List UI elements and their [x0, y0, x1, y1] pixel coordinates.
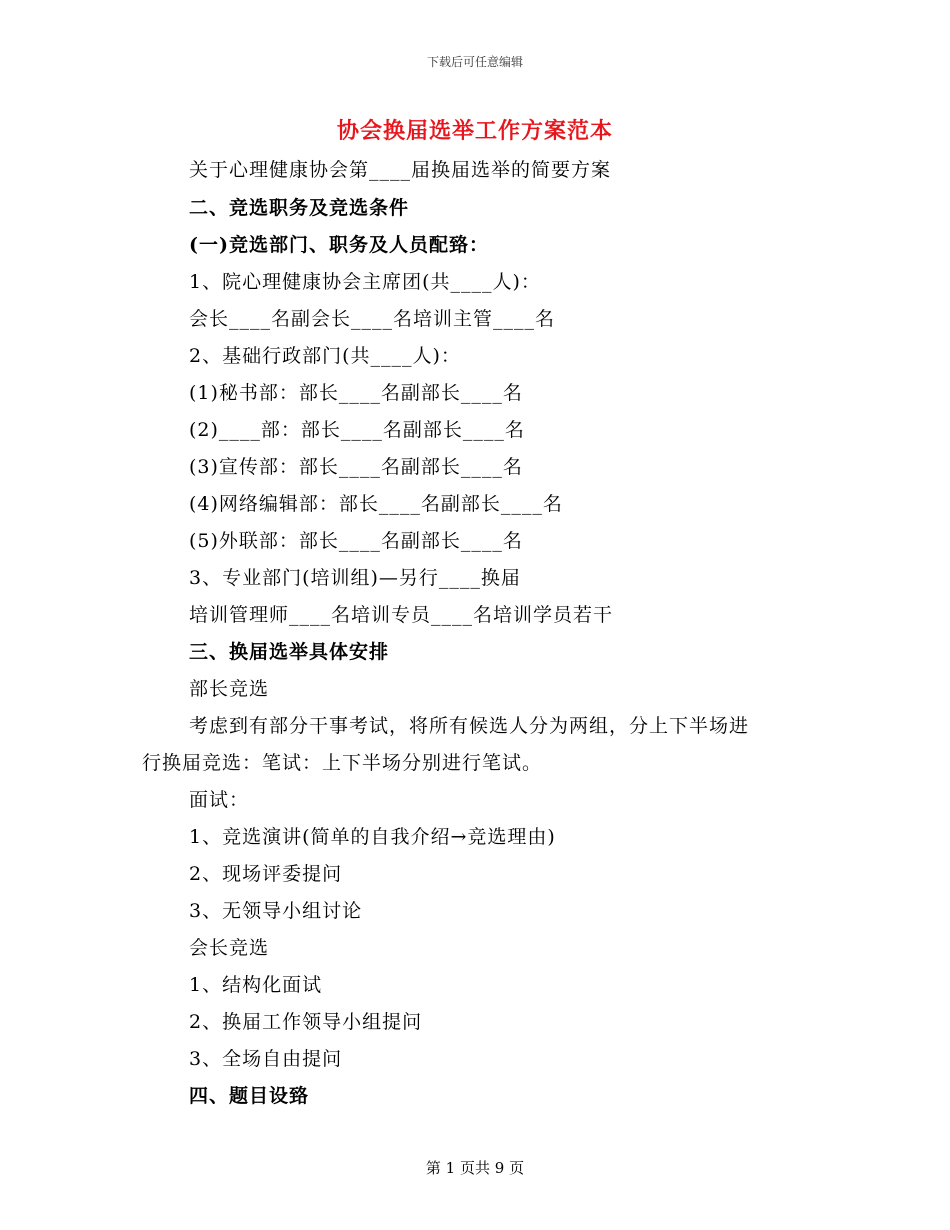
list-item: 1、结构化面试: [189, 974, 323, 996]
header-note: 下载后可任意编辑: [426, 55, 523, 69]
list-item: 2、换届工作领导小组提问: [189, 1011, 423, 1033]
intro-line: 关于心理健康协会第____届换届选举的简要方案: [189, 159, 612, 181]
page-footer: 第 1 页共 9 页: [425, 1159, 525, 1177]
list-item: 1、竞选演讲(简单的自我介绍→竞选理由): [189, 826, 556, 848]
paragraph-text: 行换届竞选：笔试：上下半场分别进行笔试。: [142, 752, 543, 774]
list-item: 3、专业部门(培训组)—另行____换届: [189, 567, 521, 589]
list-item: 3、全场自由提问: [189, 1048, 343, 1070]
paragraph-label: 部长竞选: [189, 678, 270, 700]
paragraph-label: 面试：: [189, 789, 250, 811]
list-item: (5)外联部：部长____名副部长____名: [189, 530, 523, 552]
list-item: (3)宣传部：部长____名副部长____名: [189, 456, 523, 478]
list-item: 3、无领导小组讨论: [189, 900, 363, 922]
paragraph-label: 会长竞选: [189, 937, 270, 959]
subsection-heading: (一)竞选部门、职务及人员配臵：: [189, 234, 489, 256]
paragraph-text: 考虑到有部分干事考试，将所有候选人分为两组，分上下半场进: [189, 715, 750, 737]
document-title: 协会换届选举工作方案范本: [336, 118, 613, 144]
list-item: 培训管理师____名培训专员____名培训学员若干: [189, 604, 614, 626]
list-item: (2)____部：部长____名副部长____名: [189, 419, 525, 441]
section-heading-4: 四、题目设臵: [189, 1085, 310, 1107]
list-item: 2、现场评委提问: [189, 863, 343, 885]
list-item: 1、院心理健康协会主席团(共____人)：: [189, 271, 541, 293]
list-item: (4)网络编辑部：部长____名副部长____名: [189, 493, 563, 515]
section-heading-2: 二、竞选职务及竞选条件: [189, 197, 410, 219]
list-item: (1)秘书部：部长____名副部长____名: [189, 382, 523, 404]
section-heading-3: 三、换届选举具体安排: [189, 641, 390, 663]
list-item: 会长____名副会长____名培训主管____名: [189, 308, 556, 330]
list-item: 2、基础行政部门(共____人)：: [189, 345, 461, 367]
